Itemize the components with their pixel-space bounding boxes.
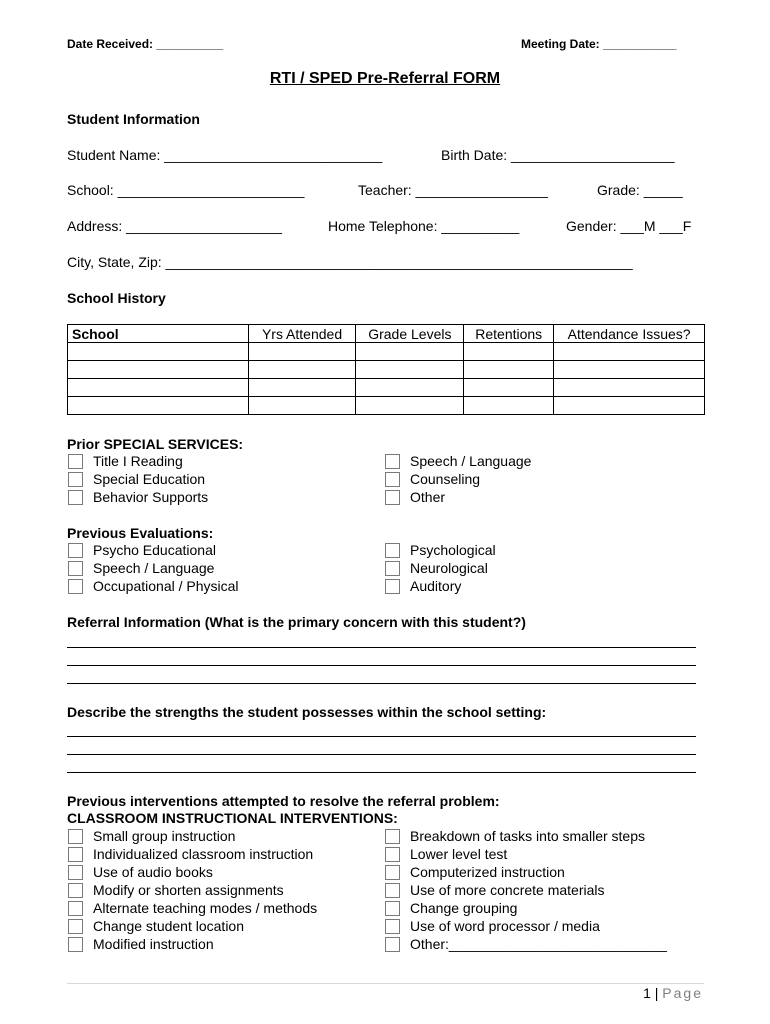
table-cell[interactable] — [356, 343, 464, 361]
checkbox-alternate-teaching-modes[interactable] — [68, 899, 317, 917]
table-cell[interactable] — [248, 379, 356, 397]
column-header-school: School — [68, 325, 249, 343]
checkbox-other[interactable] — [385, 488, 445, 506]
table-cell[interactable] — [554, 361, 705, 379]
column-header-retentions: Retentions — [464, 325, 554, 343]
table-cell[interactable] — [68, 343, 249, 361]
checkbox-occupational-physical[interactable] — [68, 577, 239, 595]
checkbox-label: Other — [410, 489, 446, 505]
classroom-interventions-subheading: CLASSROOM INSTRUCTIONAL INTERVENTIONS: — [67, 810, 398, 826]
checkbox-icon[interactable] — [385, 901, 400, 916]
referral-answer-line[interactable] — [67, 683, 696, 684]
table-cell[interactable] — [248, 361, 356, 379]
checkbox-label: Speech / Language — [93, 560, 215, 576]
checkbox-intervention-other[interactable] — [385, 935, 667, 953]
checkbox-icon[interactable] — [385, 865, 400, 880]
gender-field[interactable]: Gender: ___M ___F — [566, 218, 692, 234]
date-received-field[interactable]: Date Received: __________ — [67, 37, 224, 51]
table-row — [68, 343, 705, 361]
page-footer — [643, 985, 703, 1001]
checkbox-individualized-instruction[interactable] — [68, 845, 313, 863]
checkbox-label: Neurological — [410, 560, 488, 576]
referral-information-heading: Referral Information (What is the primary concern with this student?) — [67, 614, 526, 630]
strengths-answer-line[interactable] — [67, 772, 696, 773]
page-number: 1 — [643, 985, 651, 1001]
student-information-heading: Student Information — [67, 111, 200, 127]
prior-special-services-heading: Prior SPECIAL SERVICES: — [67, 436, 244, 452]
table-cell[interactable] — [554, 343, 705, 361]
checkbox-label: Modified instruction — [93, 936, 214, 952]
footer-divider — [67, 983, 704, 984]
school-history-table — [67, 324, 705, 415]
column-header-yrs-attended: Yrs Attended — [248, 325, 356, 343]
checkbox-icon[interactable] — [68, 937, 83, 952]
form-title: RTI / SPED Pre-Referral FORM — [269, 70, 501, 87]
meeting-date-field[interactable]: Meeting Date: ___________ — [521, 37, 677, 51]
checkbox-icon[interactable] — [385, 847, 400, 862]
column-header-grade-levels: Grade Levels — [356, 325, 464, 343]
checkbox-lower-level-test[interactable] — [385, 845, 507, 863]
table-cell[interactable] — [554, 379, 705, 397]
table-cell[interactable] — [356, 361, 464, 379]
checkbox-icon[interactable] — [68, 847, 83, 862]
strengths-heading: Describe the strengths the student possesses within the school setting: — [67, 704, 547, 720]
home-telephone-field[interactable]: Home Telephone: __________ — [328, 218, 520, 234]
strengths-answer-line[interactable] — [67, 754, 696, 755]
checkbox-change-student-location[interactable] — [68, 917, 244, 935]
checkbox-icon[interactable] — [68, 901, 83, 916]
page-label: Page — [662, 985, 703, 1001]
table-row — [68, 397, 705, 415]
table-cell[interactable] — [356, 397, 464, 415]
checkbox-label: Change student location — [93, 918, 244, 934]
table-cell[interactable] — [464, 379, 554, 397]
table-cell[interactable] — [248, 343, 356, 361]
table-cell[interactable] — [464, 343, 554, 361]
table-cell[interactable] — [68, 361, 249, 379]
table-cell[interactable] — [464, 397, 554, 415]
checkbox-label: Title I Reading — [93, 453, 183, 469]
table-cell[interactable] — [356, 379, 464, 397]
checkbox-label: Auditory — [410, 578, 462, 594]
checkbox-label: Psycho Educational — [93, 542, 216, 558]
city-state-zip-field[interactable]: City, State, Zip: ____________________________________________________________ — [67, 254, 633, 270]
teacher-field[interactable]: Teacher: _________________ — [358, 182, 548, 198]
checkbox-label: Other:____________________________ — [410, 936, 667, 952]
checkbox-label: Small group instruction — [93, 828, 236, 844]
checkbox-small-group-instruction[interactable] — [68, 827, 235, 845]
checkbox-label: Modify or shorten assignments — [93, 882, 284, 898]
student-name-field[interactable]: Student Name: ____________________________ — [67, 147, 383, 163]
strengths-answer-line[interactable] — [67, 736, 696, 737]
previous-evaluations-heading: Previous Evaluations: — [67, 525, 214, 541]
checkbox-icon[interactable] — [385, 490, 400, 505]
checkbox-label: Alternate teaching modes / methods — [93, 900, 318, 916]
grade-field[interactable]: Grade: _____ — [597, 182, 683, 198]
checkbox-icon[interactable] — [68, 543, 83, 558]
table-cell[interactable] — [464, 361, 554, 379]
school-field[interactable]: School: ________________________ — [67, 182, 305, 198]
checkbox-icon[interactable] — [385, 454, 400, 469]
checkbox-eval-speech-language[interactable] — [68, 559, 214, 577]
checkbox-concrete-materials[interactable] — [385, 881, 605, 899]
checkbox-label: Counseling — [410, 471, 481, 487]
table-cell[interactable] — [68, 379, 249, 397]
previous-interventions-heading: Previous interventions attempted to resolve the referral problem: — [67, 793, 500, 809]
checkbox-label: Change grouping — [410, 900, 518, 916]
checkbox-speech-language[interactable] — [385, 452, 531, 470]
table-cell[interactable] — [68, 397, 249, 415]
address-field[interactable]: Address: ____________________ — [67, 218, 282, 234]
checkbox-change-grouping[interactable] — [385, 899, 517, 917]
checkbox-label: Use of audio books — [93, 864, 213, 880]
checkbox-behavior-supports[interactable] — [68, 488, 208, 506]
table-cell[interactable] — [248, 397, 356, 415]
column-header-attendance-issues: Attendance Issues? — [554, 325, 705, 343]
checkbox-title-i-reading[interactable] — [68, 452, 183, 470]
table-row — [68, 361, 705, 379]
checkbox-word-processor-media[interactable] — [385, 917, 600, 935]
checkbox-icon[interactable] — [68, 919, 83, 934]
table-header-row — [68, 325, 705, 343]
referral-answer-line[interactable] — [67, 647, 696, 648]
checkbox-label: Breakdown of tasks into smaller steps — [410, 828, 645, 844]
checkbox-icon[interactable] — [385, 829, 400, 844]
checkbox-psycho-educational[interactable] — [68, 541, 216, 559]
checkbox-computerized-instruction[interactable] — [385, 863, 565, 881]
checkbox-icon[interactable] — [68, 561, 83, 576]
checkbox-icon[interactable] — [68, 454, 83, 469]
checkbox-icon[interactable] — [385, 579, 400, 594]
checkbox-label: Use of word processor / media — [410, 918, 600, 934]
birth-date-field[interactable]: Birth Date: _____________________ — [441, 147, 675, 163]
referral-answer-line[interactable] — [67, 665, 696, 666]
checkbox-label: Special Education — [93, 471, 206, 487]
school-history-heading: School History — [67, 290, 166, 306]
table-row — [68, 379, 705, 397]
checkbox-icon[interactable] — [68, 579, 83, 594]
checkbox-audio-books[interactable] — [68, 863, 213, 881]
page-separator: | — [650, 985, 663, 1001]
checkbox-label: Behavior Supports — [93, 489, 209, 505]
checkbox-icon[interactable] — [68, 883, 83, 898]
checkbox-modified-instruction[interactable] — [68, 935, 214, 953]
checkbox-icon[interactable] — [68, 472, 83, 487]
checkbox-label: Psychological — [410, 542, 496, 558]
checkbox-icon[interactable] — [68, 865, 83, 880]
checkbox-label: Occupational / Physical — [93, 578, 239, 594]
checkbox-icon[interactable] — [385, 472, 400, 487]
checkbox-label: Individualized classroom instruction — [93, 846, 314, 862]
checkbox-neurological[interactable] — [385, 559, 488, 577]
checkbox-icon[interactable] — [68, 490, 83, 505]
checkbox-icon[interactable] — [385, 937, 400, 952]
table-cell[interactable] — [554, 397, 705, 415]
checkbox-counseling[interactable] — [385, 470, 480, 488]
checkbox-icon[interactable] — [385, 883, 400, 898]
checkbox-label: Computerized instruction — [410, 864, 565, 880]
checkbox-icon[interactable] — [385, 561, 400, 576]
checkbox-icon[interactable] — [68, 829, 83, 844]
checkbox-label: Speech / Language — [410, 453, 532, 469]
checkbox-breakdown-tasks[interactable] — [385, 827, 645, 845]
checkbox-icon[interactable] — [385, 543, 400, 558]
checkbox-psychological[interactable] — [385, 541, 496, 559]
checkbox-auditory[interactable] — [385, 577, 461, 595]
checkbox-modify-assignments[interactable] — [68, 881, 284, 899]
checkbox-label: Use of more concrete materials — [410, 882, 605, 898]
checkbox-icon[interactable] — [385, 919, 400, 934]
checkbox-label: Lower level test — [410, 846, 508, 862]
checkbox-special-education[interactable] — [68, 470, 205, 488]
